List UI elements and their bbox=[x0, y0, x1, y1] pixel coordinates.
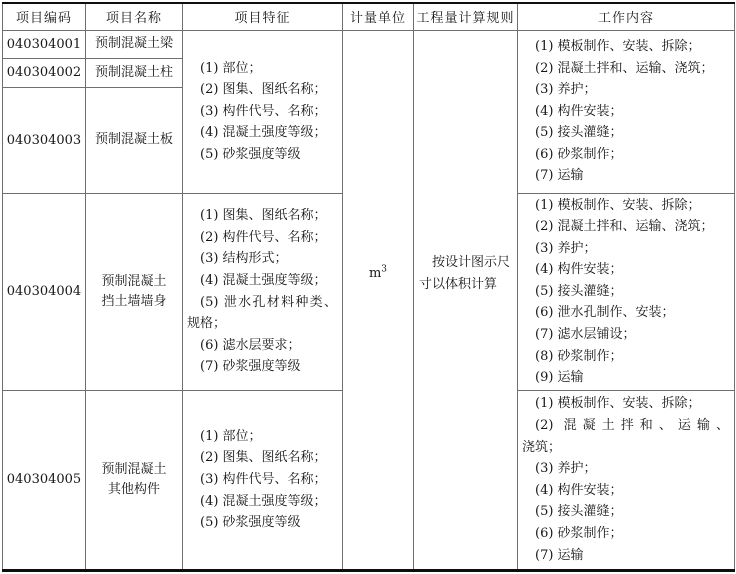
name-cell-040304002 bbox=[86, 58, 183, 87]
calc-rule-cell bbox=[414, 30, 518, 570]
text-line: 预制混凝土板 bbox=[94, 132, 173, 147]
name-cell-040304005 bbox=[86, 390, 183, 570]
text-line: 寸以体积计算 bbox=[419, 276, 498, 292]
text-line: (2) 图集、图纸名称； bbox=[200, 450, 327, 466]
spec-table bbox=[2, 2, 735, 572]
code-cell-040304004: 040304004 bbox=[3, 193, 86, 390]
text-line: (6) 砂浆制作； bbox=[535, 526, 623, 542]
text-line: (1) 模板制作、安装、拆除； bbox=[535, 396, 701, 412]
text-line: (4) 构件安装； bbox=[535, 103, 623, 119]
text-line: (1) 模板制作、安装、拆除； bbox=[535, 38, 701, 54]
code-cell-040304003: 040304003 bbox=[3, 87, 86, 193]
text-line: (2) 构件代号、名称； bbox=[200, 229, 327, 245]
text-line: (4) 混凝土强度等级； bbox=[200, 273, 327, 289]
text-line: (3) 养护； bbox=[535, 240, 597, 256]
feature-list-group1 bbox=[183, 30, 343, 193]
work-list-group1 bbox=[518, 30, 735, 193]
unit-value: m bbox=[368, 266, 382, 282]
text-line: (7) 砂浆强度等级 bbox=[200, 359, 301, 375]
text-line: (3) 构件代号、名称； bbox=[200, 103, 327, 119]
text-line: (2) 混凝土拌和、运输、浇筑； bbox=[535, 60, 714, 76]
text-line: (6) 泄水孔制作、安装； bbox=[535, 305, 675, 321]
text-line: 挡土墙墙身 bbox=[101, 293, 167, 309]
table-row bbox=[3, 30, 735, 58]
text-line: 按设计图示尺 bbox=[432, 255, 511, 271]
name-cell-040304003 bbox=[86, 87, 183, 193]
text-line: (1) 图集、图纸名称； bbox=[200, 208, 327, 224]
work-list-group2 bbox=[518, 193, 735, 390]
text-line: (5) 接头灌缝； bbox=[535, 283, 623, 299]
header-row bbox=[3, 3, 735, 30]
text-line: (2) 混凝土拌和、运输、 bbox=[535, 418, 729, 434]
header-work-content: 工作内容 bbox=[518, 3, 735, 30]
text-line: 预制混凝土梁 bbox=[94, 36, 173, 51]
text-line: (9) 运输 bbox=[535, 370, 584, 386]
text-line: (2) 混凝土拌和、运输、浇筑； bbox=[535, 219, 714, 235]
header-item-code: 项目编码 bbox=[3, 3, 86, 30]
text-line: (3) 结构形式； bbox=[200, 251, 288, 267]
text-line: (3) 养护； bbox=[535, 82, 597, 98]
code-cell-040304001: 040304001 bbox=[3, 30, 86, 58]
text-line: (3) 养护； bbox=[535, 461, 597, 477]
text-line: (5) 接头灌缝； bbox=[535, 125, 623, 141]
header-calc-rule: 工程量计算规则 bbox=[414, 3, 518, 30]
text-line: (6) 砂浆制作； bbox=[535, 146, 623, 162]
text-line: (6) 滤水层要求； bbox=[200, 337, 301, 353]
text-line: 规格； bbox=[187, 316, 227, 332]
text-line: (5) 泄水孔材料种类、 bbox=[200, 294, 337, 310]
text-line: (3) 构件代号、名称； bbox=[200, 472, 327, 488]
text-line: 预制混凝土柱 bbox=[94, 64, 173, 80]
text-line: (4) 构件安装； bbox=[535, 482, 623, 498]
feature-list-group2 bbox=[183, 193, 343, 390]
name-cell-040304001 bbox=[86, 30, 183, 58]
text-line: (5) 砂浆强度等级 bbox=[200, 146, 301, 162]
text-line: (1) 模板制作、安装、拆除； bbox=[535, 197, 701, 213]
text-line: 其他构件 bbox=[107, 481, 160, 497]
text-line: (7) 滤水层铺设； bbox=[535, 327, 636, 343]
text-line: (7) 运输 bbox=[535, 547, 584, 563]
text-line: 预制混凝土 bbox=[101, 273, 167, 289]
text-line: (4) 混凝土强度等级； bbox=[200, 493, 327, 509]
text-line: (4) 构件安装； bbox=[535, 262, 623, 278]
header-item-feature: 项目特征 bbox=[183, 3, 343, 30]
code-cell-040304005: 040304005 bbox=[3, 390, 86, 570]
code-cell-040304002: 040304002 bbox=[3, 58, 86, 87]
text-line: (5) 接头灌缝； bbox=[535, 504, 623, 520]
text-line: (8) 砂浆制作； bbox=[535, 348, 623, 364]
text-line: (7) 运输 bbox=[535, 168, 584, 184]
text-line: (5) 砂浆强度等级 bbox=[200, 515, 301, 531]
work-list-group3 bbox=[518, 390, 735, 570]
text-line: (1) 部位； bbox=[200, 428, 262, 444]
header-item-name: 项目名称 bbox=[86, 3, 183, 30]
feature-list-group3 bbox=[183, 390, 343, 570]
text-line: 浇筑； bbox=[522, 439, 562, 455]
unit-cell bbox=[343, 30, 414, 570]
text-line: 预制混凝土 bbox=[101, 461, 167, 477]
name-cell-040304004 bbox=[86, 193, 183, 390]
text-line: (4) 混凝土强度等级； bbox=[200, 125, 327, 141]
header-unit: 计量单位 bbox=[343, 3, 414, 30]
unit-superscript: 3 bbox=[381, 264, 388, 275]
text-line: (2) 图集、图纸名称； bbox=[200, 82, 327, 98]
text-line: (1) 部位； bbox=[200, 60, 262, 76]
